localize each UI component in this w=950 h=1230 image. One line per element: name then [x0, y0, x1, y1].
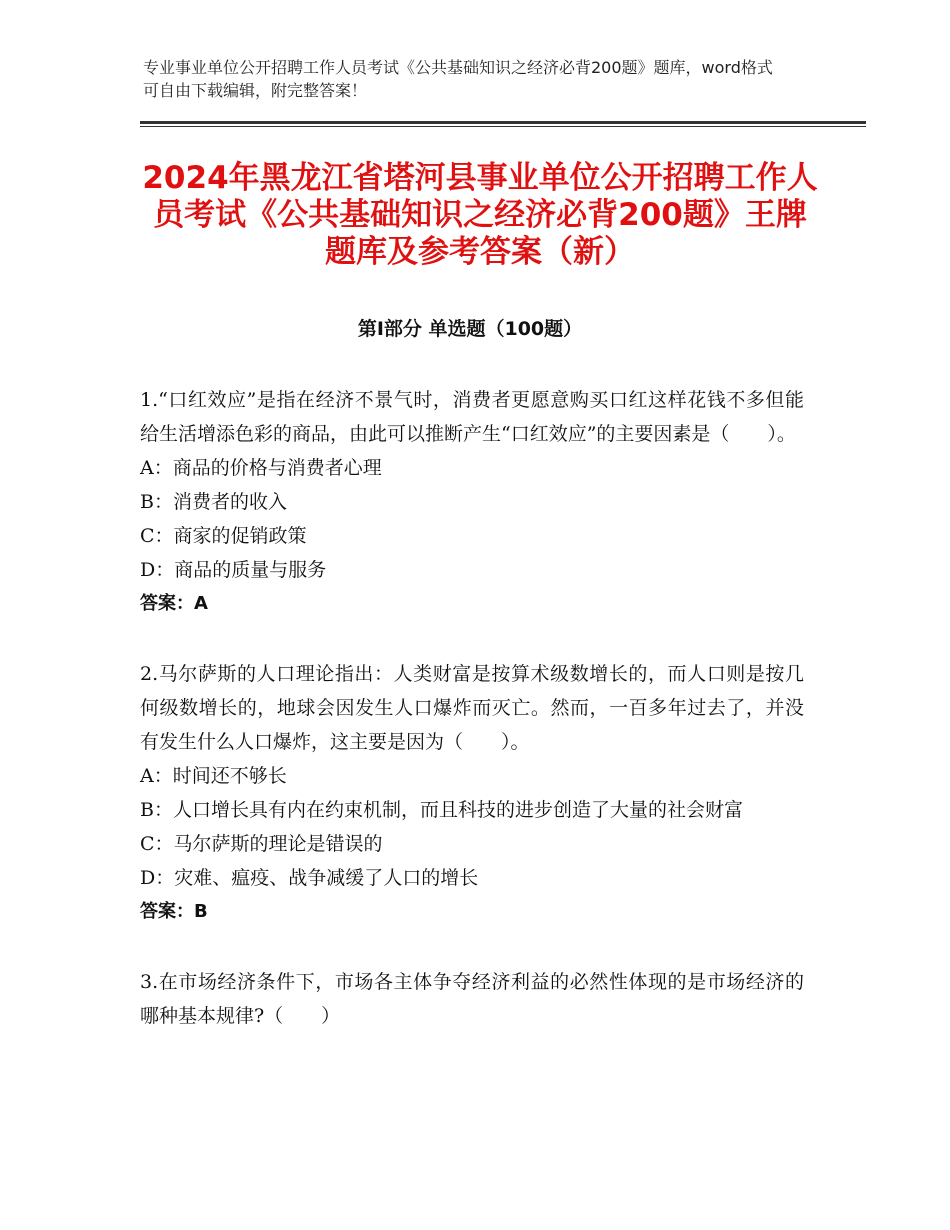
option-b: B：人口增长具有内在约束机制，而且科技的进步创造了大量的社会财富 [140, 799, 743, 821]
header-note: 专业事业单位公开招聘工作人员考试《公共基础知识之经济必背200题》题库，word格式可自由下载编辑，附完整答案！ [143, 58, 773, 100]
question-stem: 3.在市场经济条件下，市场各主体争夺经济利益的必然性体现的是市场经济的哪种基本规律?（ ） [140, 971, 804, 1027]
option-b: B：消费者的收入 [140, 491, 287, 513]
section-title: 第Ⅰ部分 单选题（100题） [357, 318, 583, 340]
option-c: C：商家的促销政策 [140, 525, 307, 547]
header-divider-thick [140, 121, 866, 124]
question-stem: 1.“口红效应”是指在经济不景气时，消费者更愿意购买口红这样花钱不多但能给生活增添色彩的商品，由此可以推断产生“口红效应”的主要因素是（ ）。 [140, 389, 804, 445]
question-stem: 2.马尔萨斯的人口理论指出：人类财富是按算术级数增长的，而人口则是按几何级数增长的，地球会因发生人口爆炸而灭亡。然而，一百多年过去了，并没有发生什么人口爆炸，这主要是因为（ ）。 [140, 663, 804, 753]
header-divider-thin [140, 126, 866, 127]
question-3 [140, 965, 804, 1033]
question-2 [140, 657, 804, 929]
answer-label: 答案：A [140, 593, 208, 614]
document-title: 2024年黑龙江省塔河县事业单位公开招聘工作人员考试《公共基础知识之经济必背200题》王牌题库及参考答案（新） [142, 160, 818, 270]
option-d: D：灾难、瘟疫、战争减缓了人口的增长 [140, 867, 479, 889]
option-d: D：商品的质量与服务 [140, 559, 327, 581]
question-list [140, 383, 804, 1069]
option-a: A：时间还不够长 [140, 765, 287, 787]
option-c: C：马尔萨斯的理论是错误的 [140, 833, 383, 855]
answer-label: 答案：B [140, 901, 208, 922]
question-1 [140, 383, 804, 621]
option-a: A：商品的价格与消费者心理 [140, 457, 382, 479]
